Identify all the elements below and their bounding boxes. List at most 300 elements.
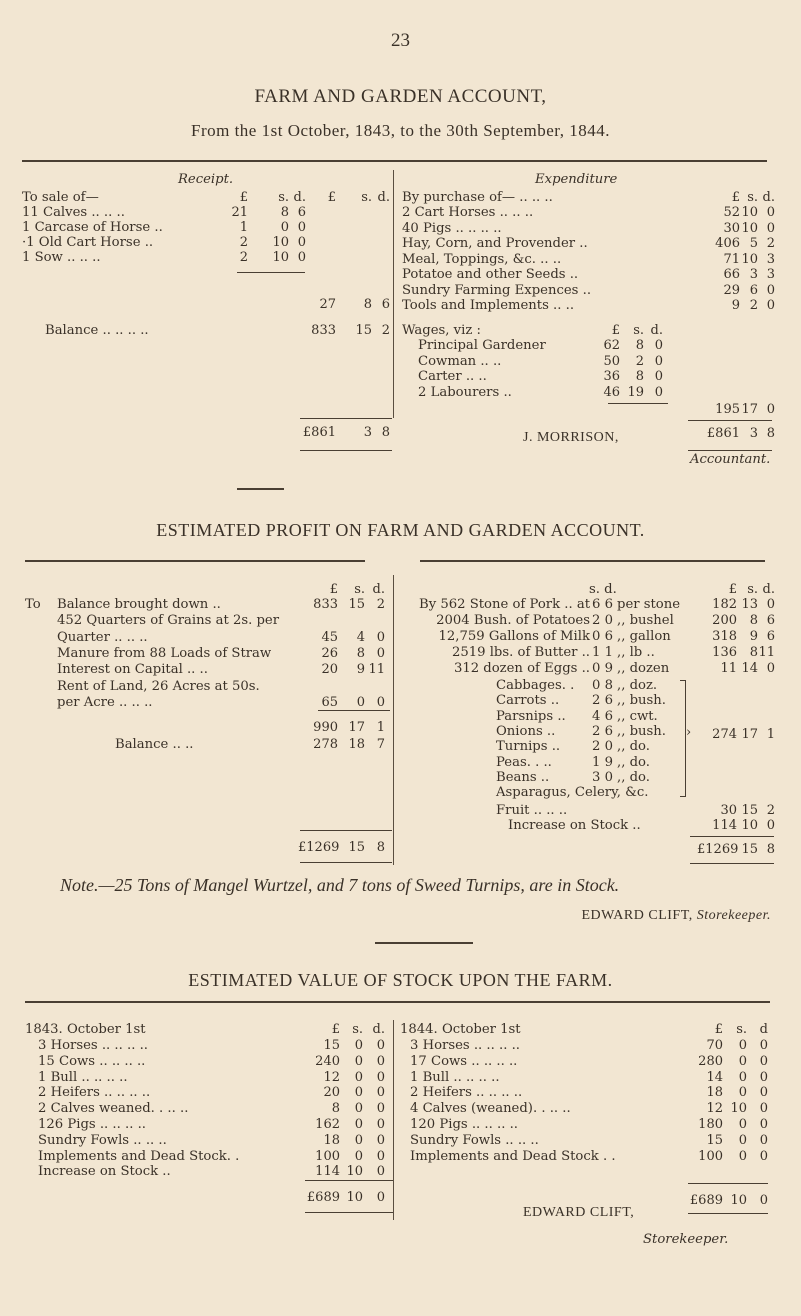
pounds-value: 26 — [321, 645, 338, 661]
rate-unit: ,, bush. — [617, 693, 666, 709]
profit-debit-item: Quarter .. .. .. — [57, 629, 148, 645]
rate-unit: ,, do. — [617, 769, 650, 785]
shillings-value: 0 — [354, 1132, 363, 1148]
section-rule — [420, 560, 765, 562]
shillings-value: 0 — [738, 1085, 747, 1101]
pounds-value: 114 — [712, 818, 737, 833]
shillings-value: 15 — [348, 840, 365, 855]
balance-label: Balance .. .. — [115, 737, 194, 752]
signatory-role: Accountant. — [690, 452, 771, 467]
receipt-intro: To sale of— — [22, 190, 99, 205]
profit-debit-item: 452 Quarters of Grains at 2s. per — [57, 613, 280, 629]
pence-value: 0 — [766, 402, 775, 417]
pounds-value: 18 — [706, 1085, 723, 1101]
shillings-value: 10 — [730, 1193, 747, 1208]
pence-header: d — [759, 1022, 768, 1037]
shillings-value: 0 — [738, 1069, 747, 1085]
account-subtitle: From the 1st October, 1843, to the 30th September, 1844. — [191, 121, 610, 140]
rate-value: 1 9 — [592, 754, 613, 770]
stock-item: 2 Heifers .. .. .. .. — [410, 1085, 523, 1101]
shilling-header: s. — [747, 190, 758, 205]
pounds-value: 45 — [321, 629, 338, 645]
pound-header: £ — [731, 190, 740, 205]
produce-item: By 562 Stone of Pork .. at — [419, 597, 590, 612]
shillings-value: 18 — [348, 737, 365, 752]
pence-value: 0 — [759, 1148, 768, 1164]
pounds-value: 18 — [323, 1132, 340, 1148]
shillings-value: 0 — [356, 694, 365, 710]
expenditure-item: Potatoe and other Seeds .. — [402, 267, 579, 282]
pounds-value: 65 — [321, 694, 338, 710]
pounds-value: 195 — [715, 402, 740, 417]
total-rule — [688, 450, 772, 451]
pence-header: d. — [762, 582, 775, 597]
shillings-value: 8 — [635, 369, 644, 384]
shillings-value: 2 — [749, 298, 758, 313]
pence-value: 8 — [766, 842, 775, 857]
pence-value: 0 — [759, 1132, 768, 1148]
pounds-value: 180 — [698, 1117, 723, 1132]
expenditure-item: 40 Pigs .. .. .. .. — [402, 220, 502, 236]
pounds-value: 100 — [698, 1148, 723, 1164]
vegetable-item: Carrots .. — [496, 693, 560, 709]
stock-item: 15 Cows .. .. .. .. — [38, 1053, 146, 1069]
pounds-value: 50 — [603, 353, 620, 369]
pounds-value: 46 — [603, 384, 620, 400]
pence-value: 0 — [766, 205, 775, 220]
pence-value: 0 — [759, 1038, 768, 1053]
pence-value: 0 — [759, 1085, 768, 1101]
shillings-value: 0 — [354, 1038, 363, 1053]
pound-header: £ — [611, 323, 620, 338]
stock-item: 2 Heifers .. .. .. .. — [38, 1085, 151, 1101]
pounds-value: 66 — [723, 267, 740, 282]
pence-header: d. — [372, 582, 385, 597]
pence-value: 11 — [758, 645, 775, 660]
stock-title: ESTIMATED VALUE OF STOCK UPON THE FARM. — [188, 970, 613, 990]
stock-item: 3 Horses .. .. .. .. — [410, 1038, 520, 1053]
shillings-value: 15 — [348, 597, 365, 612]
pounds-value: 27 — [319, 297, 336, 312]
pound-header: £ — [331, 1022, 340, 1037]
rate-unit: ,, lb .. — [617, 645, 655, 660]
pence-value: 3 — [766, 267, 775, 282]
rate-unit: ,, do. — [617, 739, 650, 755]
total-rule — [300, 418, 392, 419]
profit-debit-item: per Acre .. .. .. — [57, 694, 153, 710]
pence-header: d. — [762, 190, 775, 205]
shilling-header: s. — [736, 1022, 747, 1037]
shillings-value: 0 — [354, 1085, 363, 1101]
pounds-value: 36 — [603, 369, 620, 384]
total-rule — [237, 272, 305, 273]
pence-value: 2 — [766, 803, 775, 818]
stock-item: 17 Cows .. .. .. .. — [410, 1053, 518, 1069]
shillings-value: 10 — [272, 250, 289, 265]
pence-value: 0 — [759, 1117, 768, 1132]
pounds-value: 30 — [723, 220, 740, 236]
total-rule — [300, 862, 392, 863]
vegetable-item: Turnips .. — [496, 739, 561, 755]
pound-header: £ — [714, 1022, 723, 1037]
rate-unit: ,, doz. — [617, 678, 658, 693]
pounds-value: 70 — [706, 1038, 723, 1053]
stock-item: 3 Horses .. .. .. .. — [38, 1038, 148, 1053]
rate-value: 0 6 — [592, 629, 613, 644]
shillings-value: 8 — [356, 645, 365, 661]
pounds-value: 15 — [706, 1132, 723, 1148]
column-divider — [393, 170, 394, 418]
shillings-value: 0 — [738, 1148, 747, 1164]
wages-label: Wages, viz : — [402, 323, 481, 338]
shillings-value: 10 — [346, 1164, 363, 1180]
pounds-value: 833 — [311, 323, 336, 338]
shillings-value: 0 — [738, 1132, 747, 1148]
pence-value: 8 — [376, 840, 385, 855]
shillings-value: 10 — [730, 1101, 747, 1117]
rate-value: 1 1 — [592, 645, 613, 660]
shillings-value: 2 — [635, 353, 644, 369]
pounds-value: 2 — [239, 235, 248, 250]
pounds-value: 52 — [723, 205, 740, 220]
stock-item: Sundry Fowls .. .. .. — [38, 1132, 167, 1148]
pounds-value: £861 — [302, 425, 336, 440]
total-rule — [608, 403, 668, 404]
produce-item: 2519 lbs. of Butter .. — [451, 645, 590, 660]
pence-value: 0 — [376, 1038, 385, 1053]
receipt-item: 11 Calves .. .. .. — [22, 205, 125, 220]
total-rule — [305, 1180, 393, 1181]
shillings-value: 13 — [741, 597, 758, 612]
pence-value: 0 — [376, 1085, 385, 1101]
pound-header: £ — [239, 190, 248, 205]
pounds-value: 71 — [723, 251, 740, 267]
shillings-value: 3 — [363, 425, 372, 440]
to-prefix: To — [25, 597, 41, 612]
pence-value: 1 — [376, 720, 385, 735]
produce-item: 2004 Bush. of Potatoes — [436, 613, 590, 628]
pence-value: 0 — [759, 1053, 768, 1069]
rate-unit: ,, cwt. — [617, 708, 658, 724]
pence-value: 2 — [381, 323, 390, 338]
stock-date: 1844. October 1st — [400, 1022, 521, 1037]
rate-unit: ,, dozen — [617, 661, 670, 676]
pence-value: 6 — [766, 629, 775, 644]
rate-value: 2 6 — [592, 693, 613, 709]
pence-value: 0 — [376, 1190, 385, 1205]
shillings-value: 15 — [741, 803, 758, 818]
rate-value: 6 6 — [592, 597, 613, 612]
pounds-value: 833 — [313, 597, 338, 612]
wages-item: Principal Gardener — [418, 338, 546, 353]
pound-header: £ — [327, 190, 336, 205]
pence-value: 0 — [766, 220, 775, 236]
page-number: 23 — [391, 30, 410, 51]
pence-value: 0 — [376, 1148, 385, 1164]
produce-item: 312 dozen of Eggs .. — [453, 661, 590, 676]
vegetable-item: Onions .. — [496, 723, 556, 739]
shillings-value: 0 — [738, 1117, 747, 1132]
pounds-value: 14 — [706, 1069, 723, 1085]
pence-value: 0 — [654, 384, 663, 400]
pence-value: 0 — [759, 1101, 768, 1117]
stock-item: 120 Pigs .. .. .. .. — [410, 1117, 518, 1132]
receipt-item: 1 Carcase of Horse .. — [22, 220, 163, 235]
shillings-value: 5 — [749, 236, 758, 251]
receipt-item: ·1 Old Cart Horse .. — [22, 235, 154, 250]
receipt-item: 1 Sow .. .. .. — [22, 250, 101, 265]
section-rule — [22, 160, 767, 162]
shillings-value: 10 — [741, 818, 758, 833]
stock-item: 4 Calves (weaned). . .. .. — [410, 1101, 571, 1117]
pence-value: 0 — [766, 282, 775, 298]
vegetable-item: Asparagus, Celery, &c. — [496, 785, 649, 801]
shillings-value: 4 — [356, 629, 365, 645]
vegetable-item: Cabbages. . — [496, 678, 575, 693]
pence-value: 0 — [376, 1101, 385, 1117]
pence-value: 6 — [381, 297, 390, 312]
pound-header: £ — [329, 582, 338, 597]
storekeeper-signature — [581, 908, 771, 924]
shilling-header: s. — [354, 582, 365, 597]
rate-value: 0 9 — [592, 661, 613, 676]
expenditure-item: Tools and Implements .. .. — [402, 298, 575, 313]
shillings-value: 3 — [749, 267, 758, 282]
shillings-value: 9 — [749, 629, 758, 644]
signatory-role: Storekeeper. — [696, 908, 771, 923]
total-rule — [688, 1213, 768, 1214]
shillings-value: 0 — [354, 1101, 363, 1117]
pence-value: 0 — [654, 369, 663, 384]
total-rule — [300, 830, 392, 831]
fruit-label: Fruit .. .. .. — [496, 803, 568, 818]
rate-value: 0 8 — [592, 678, 613, 693]
pence-value: 8 — [766, 426, 775, 441]
stock-note: Note.—25 Tons of Mangel Wurtzel, and 7 tons of Sweed Turnips, are in Stock. — [60, 875, 620, 895]
pence-value: 6 — [766, 613, 775, 628]
signatory-name: EDWARD CLIFT, — [581, 908, 693, 923]
balance-label: Balance .. .. .. .. — [45, 323, 149, 338]
rate-unit: per stone — [617, 597, 681, 612]
pounds-value: £689 — [689, 1193, 723, 1208]
signatory-role: Storekeeper. — [643, 1232, 729, 1247]
signatory-name: J. MORRISON, — [523, 430, 619, 445]
pounds-value: 21 — [231, 205, 248, 220]
shillings-value: 8 — [635, 338, 644, 353]
pounds-value: £1269 — [298, 840, 340, 855]
pence-value: 1 — [766, 727, 775, 742]
stock-item: 1 Bull .. .. .. .. — [410, 1069, 500, 1085]
shilling-header: s. — [747, 582, 758, 597]
expenditure-item: 2 Cart Horses .. .. .. — [402, 205, 534, 220]
pounds-value: 30 — [720, 803, 737, 818]
rate-unit: ,, gallon — [617, 629, 671, 644]
vegetable-item: Parsnips .. — [496, 708, 566, 724]
pence-value: 0 — [376, 1164, 385, 1180]
pence-value: 0 — [376, 1053, 385, 1069]
pounds-value: 2 — [239, 250, 248, 265]
expenditure-item: Hay, Corn, and Provender .. — [402, 236, 588, 251]
pounds-value: 8 — [331, 1101, 340, 1117]
shilling-header: s. — [361, 190, 372, 205]
pence-value: 0 — [376, 694, 385, 710]
shillings-value: 10 — [741, 205, 758, 220]
section-separator — [375, 942, 473, 944]
shillings-value: 10 — [741, 220, 758, 236]
pence-value: 7 — [376, 737, 385, 752]
pounds-value: 990 — [313, 720, 338, 735]
stock-item: Increase on Stock .. — [38, 1164, 171, 1180]
pounds-value: 29 — [723, 282, 740, 298]
receipt-heading: Receipt. — [178, 172, 234, 187]
rate-unit: ,, bushel — [617, 613, 674, 628]
profit-title: ESTIMATED PROFIT ON FARM AND GARDEN ACCOUNT. — [156, 520, 645, 540]
bracket-point-icon: › — [686, 725, 692, 740]
pounds-value: 278 — [313, 737, 338, 752]
shillings-value: 8 — [749, 613, 758, 628]
shillings-value: 8 — [749, 645, 758, 660]
pence-value: 0 — [759, 1069, 768, 1085]
shillings-value: 17 — [741, 727, 758, 742]
shillings-value: 0 — [280, 220, 289, 235]
shillings-value: 8 — [280, 205, 289, 220]
section-rule — [25, 560, 365, 562]
rate-value: 4 6 — [592, 708, 613, 724]
pence-value: 0 — [654, 338, 663, 353]
rate-header: s. d. — [589, 582, 617, 597]
shillings-value: 3 — [749, 426, 758, 441]
account-title: FARM AND GARDEN ACCOUNT, — [254, 86, 547, 107]
stock-item: 1 Bull .. .. .. .. — [38, 1069, 128, 1085]
pence-value: 0 — [766, 597, 775, 612]
pounds-value: 12 — [706, 1101, 723, 1117]
column-divider — [393, 1020, 394, 1220]
pence-value: 2 — [766, 236, 775, 251]
wages-item: Carter .. .. — [418, 369, 487, 384]
stock-item: 2 Calves weaned. . .. .. — [38, 1101, 189, 1117]
shillings-value: 0 — [738, 1038, 747, 1053]
pence-header: d. — [377, 190, 390, 205]
profit-debit-item: Interest on Capital .. .. — [57, 662, 208, 678]
shilling-header: s. — [278, 190, 289, 205]
total-rule — [305, 1212, 393, 1213]
pence-value: 6 — [297, 205, 306, 220]
pence-value: 0 — [654, 353, 663, 369]
profit-debit-item: Rent of Land, 26 Acres at 50s. — [57, 678, 260, 694]
pounds-value: 9 — [731, 298, 740, 313]
pounds-value: 162 — [315, 1117, 340, 1132]
shillings-value: 9 — [356, 662, 365, 678]
total-rule — [690, 836, 774, 837]
pounds-value: 182 — [712, 597, 737, 612]
rate-unit: ,, do. — [617, 754, 650, 770]
rate-value: 2 6 — [592, 723, 613, 739]
pence-value: 0 — [376, 629, 385, 645]
shillings-value: 14 — [741, 661, 758, 676]
pence-header: d. — [650, 323, 663, 338]
vegetable-item: Beans .. — [496, 769, 550, 785]
shillings-value: 10 — [346, 1190, 363, 1205]
shillings-value: 15 — [741, 842, 758, 857]
pence-value: 0 — [766, 298, 775, 313]
pence-value: 0 — [759, 1193, 768, 1208]
wages-item: Cowman .. .. — [418, 353, 502, 369]
total-rule — [318, 710, 390, 711]
section-rule — [25, 1001, 770, 1003]
shillings-value: 8 — [363, 297, 372, 312]
pence-value: 0 — [376, 1069, 385, 1085]
shilling-header: s. — [633, 323, 644, 338]
pence-value: 0 — [766, 661, 775, 676]
pence-value: 0 — [297, 235, 306, 250]
pounds-value: 1 — [239, 220, 248, 235]
shillings-value: 0 — [354, 1117, 363, 1132]
total-rule — [300, 450, 392, 451]
section-separator — [237, 488, 284, 490]
shilling-header: s. — [352, 1022, 363, 1037]
stock-item: Sundry Fowls .. .. .. — [410, 1132, 539, 1148]
pence-value: 2 — [376, 597, 385, 612]
column-divider — [393, 575, 394, 865]
rate-value: 2 0 — [592, 613, 613, 628]
stock-item: Implements and Dead Stock . . — [410, 1148, 616, 1164]
pounds-value: 406 — [715, 236, 740, 251]
pence-value: 11 — [368, 662, 385, 678]
pounds-value: 136 — [712, 645, 737, 660]
pounds-value: 11 — [720, 661, 737, 676]
pence-value: 8 — [381, 425, 390, 440]
signatory-name: EDWARD CLIFT, — [523, 1205, 635, 1220]
pence-value: 0 — [376, 645, 385, 661]
produce-item: 12,759 Gallons of Milk — [438, 629, 590, 644]
profit-debit-item: Manure from 88 Loads of Straw — [57, 645, 272, 661]
pounds-value: 200 — [712, 613, 737, 628]
pounds-value: 20 — [321, 662, 338, 678]
expenditure-heading: Expenditure — [535, 172, 618, 187]
expenditure-intro: By purchase of— .. .. .. — [402, 190, 553, 205]
pounds-value: 15 — [323, 1038, 340, 1053]
pence-value: 0 — [297, 220, 306, 235]
shillings-value: 19 — [627, 384, 644, 400]
total-rule — [688, 1183, 768, 1184]
shillings-value: 10 — [741, 251, 758, 267]
pound-header: £ — [728, 582, 737, 597]
pounds-value: 318 — [712, 629, 737, 644]
pence-value: 3 — [766, 251, 775, 267]
pence-header: d. — [293, 190, 306, 205]
rate-unit: ,, bush. — [617, 723, 666, 739]
pounds-value: 62 — [603, 338, 620, 353]
pounds-value: £861 — [706, 426, 740, 441]
pounds-value: 100 — [315, 1148, 340, 1164]
pounds-value: 240 — [315, 1053, 340, 1069]
pounds-value: £1269 — [697, 842, 739, 857]
total-rule — [690, 863, 774, 864]
pounds-value: 274 — [712, 727, 737, 742]
shillings-value: 10 — [272, 235, 289, 250]
pounds-value: £689 — [306, 1190, 340, 1205]
shillings-value: 15 — [355, 323, 372, 338]
shillings-value: 17 — [348, 720, 365, 735]
pence-value: 0 — [766, 818, 775, 833]
stock-item: Implements and Dead Stock. . — [38, 1148, 240, 1164]
shillings-value: 6 — [749, 282, 758, 298]
vegetable-item: Peas. . .. — [496, 754, 552, 770]
rate-value: 3 0 — [592, 769, 613, 785]
shillings-value: 17 — [741, 402, 758, 417]
shillings-value: 0 — [354, 1148, 363, 1164]
profit-debit-item: Balance brought down .. — [57, 597, 221, 612]
